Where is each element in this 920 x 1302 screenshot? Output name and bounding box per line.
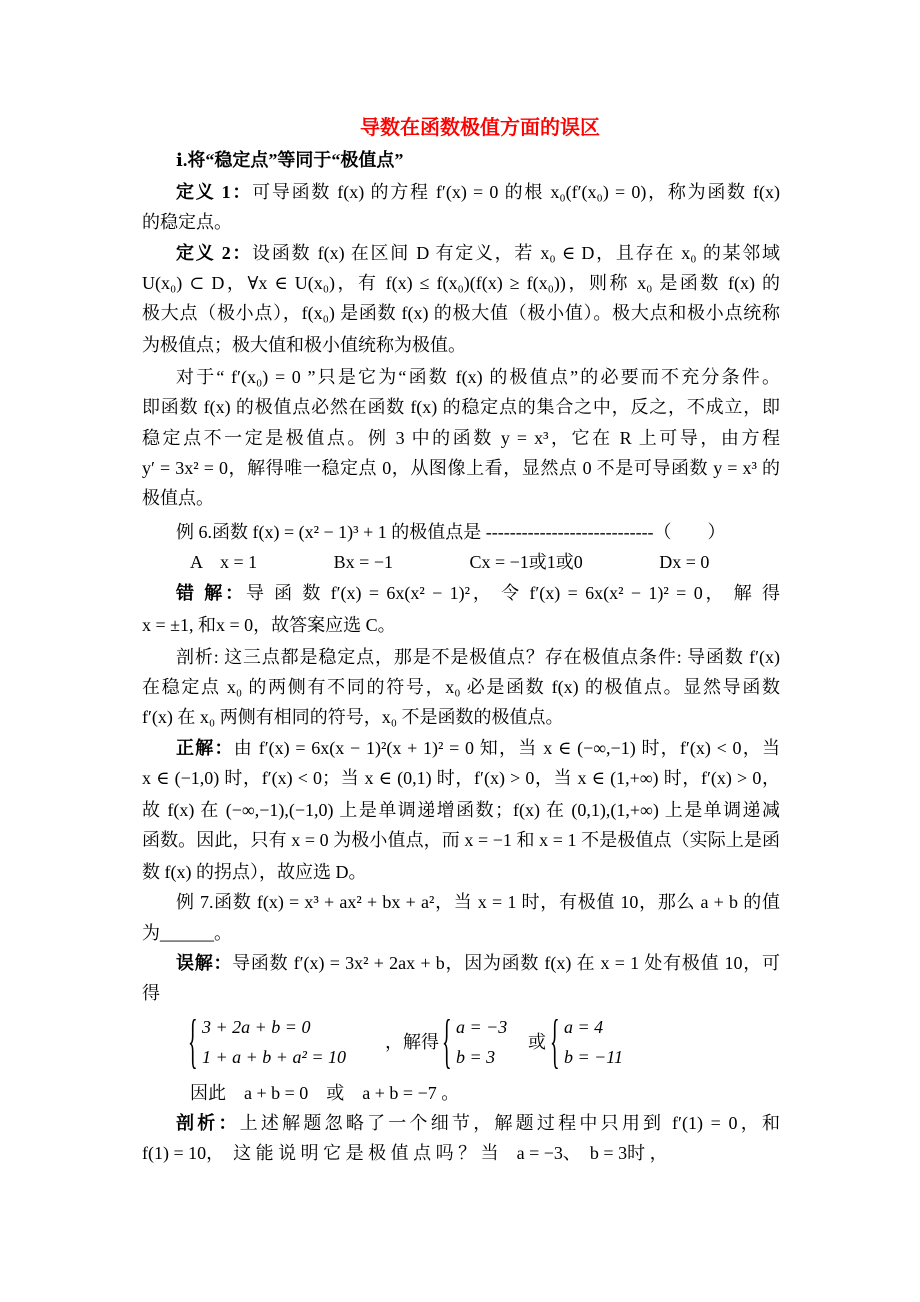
or-text: 或: [528, 1032, 546, 1052]
left-brace: {: [550, 1010, 560, 1076]
label: 误解：: [176, 953, 233, 973]
text: 上述解题忽略了一个细节，解题过程中只用到 f′(1) = 0，和: [239, 1113, 780, 1133]
text: 由 f′(x) = 6x(x − 1)²(x + 1)² = 0 知，当 x ∈ (−∞,−1) 时，f′(x) < 0，当: [233, 738, 780, 758]
text-line: 得: [142, 983, 160, 1003]
text-line: 函数。因此，只有 x = 0 为极小值点，而 x = −1 和 x = 1 不是极值点（实际上是函: [142, 830, 780, 850]
label: 错 解：: [176, 583, 246, 603]
text-line: f(1) = 10， 这 能 说 明 它 是 极 值 点 吗 ？ 当 a = −3、 b = 3时 ，: [142, 1143, 668, 1163]
label: 定义 2：: [176, 243, 253, 263]
text-line: 极值点。: [142, 488, 214, 508]
solution-2-a: a = 4: [564, 1017, 604, 1037]
text: 可导函数 f(x) 的方程 f′(x) = 0 的根 x₀(f′(x₀) = 0)，称为函数 f(x): [252, 182, 780, 202]
text-line: 极大点（极小点），f(x₀) 是函数 f(x) 的极大值（极小值）。极大点和极小点统称: [142, 303, 780, 323]
analysis-2: [176, 1111, 780, 1135]
example-6: 例 6.函数 f(x) = (x² − 1)³ + 1 的极值点是 ----------------------------（ ）: [176, 522, 726, 542]
text-line: 数 f(x) 的拐点），故应选 D。: [142, 862, 367, 882]
example-7: 例 7.函数 f(x) = x³ + ax² + bx + a²，当 x = 1 时，有极值 10，那么 a + b 的值: [176, 892, 780, 912]
text-line: y′ = 3x² = 0，解得唯一稳定点 0，从图像上看，显然点 0 不是可导函数 y = x³ 的: [142, 458, 780, 478]
wrong-solution: [176, 581, 780, 605]
text: 导函数 f′(x) = 3x² + 2ax + b，因为函数 f(x) 在 x = 1 处有极值 10，可: [232, 953, 780, 973]
text: 导 函 数 f′(x) = 6x(x² − 1)²， 令 f′(x) = 6x(x² − 1)² = 0， 解 得: [245, 583, 780, 603]
mistaken-solution: [176, 951, 780, 975]
text-line: x = ±1, 和x = 0，故答案应选 C。: [142, 615, 396, 635]
section-heading: ⅰ.将“稳定点”等同于“极值点”: [176, 150, 404, 170]
text: 设函数 f(x) 在区间 D 有定义，若 x₀ ∈ D，且存在 x₀ 的某邻域: [252, 243, 780, 263]
text-line: 为极值点；极大值和极小值统称为极值。: [142, 335, 466, 355]
label: 剖析：: [176, 1113, 240, 1133]
text-line: 即函数 f(x) 的极值点必然在函数 f(x) 的稳定点的集合之中，反之，不成立，即: [142, 397, 780, 417]
text-line: U(x₀) ⊂ D，∀x ∈ U(x₀)，有 f(x) ≤ f(x₀)(f(x) ≥ f(x₀))，则称 x₀ 是函数 f(x) 的: [142, 273, 780, 293]
conclusion: 因此 a + b = 0 或 a + b = −7 。: [190, 1083, 460, 1103]
text-line: 的稳定点。: [142, 212, 232, 232]
correct-solution: [176, 736, 780, 760]
text-line: 在稳定点 x₀ 的两侧有不同的符号，x₀ 必是函数 f(x) 的极值点。显然导函数: [142, 677, 780, 697]
left-brace: {: [442, 1010, 452, 1076]
text-line: 为______。: [142, 923, 232, 943]
label: 正解：: [176, 738, 234, 758]
text-line: x ∈ (−1,0) 时，f′(x) < 0；当 x ∈ (0,1) 时，f′(x) > 0，当 x ∈ (1,+∞) 时，f′(x) > 0，: [142, 768, 780, 788]
solution-1-a: a = −3: [456, 1017, 508, 1037]
text-line: 故 f(x) 在 (−∞,−1),(−1,0) 上是单调递增函数；f(x) 在 (0,1),(1,+∞) 上是单调递减: [142, 800, 780, 820]
text-line: 稳定点不一定是极值点。例 3 中的函数 y = x³，它在 R 上可导，由方程: [142, 428, 780, 448]
label: 定义 1：: [176, 182, 253, 202]
text-line: 对于“ f′(x₀) = 0 ”只是它为“函数 f(x) 的极值点”的必要而不充分条件。: [176, 367, 780, 387]
document-title: 导数在函数极值方面的误区: [360, 117, 600, 139]
analysis: 剖析: 这三点都是稳定点，那是不是极值点？存在极值点条件: 导函数 f′(x): [176, 647, 780, 667]
left-brace: {: [188, 1010, 198, 1076]
solution-2-b: b = −11: [564, 1047, 623, 1067]
definition-2: [176, 241, 780, 265]
definition-1: [176, 180, 780, 204]
text-line: f′(x) 在 x₀ 两侧有相同的符号，x₀ 不是函数的极值点。: [142, 707, 564, 727]
solution-1-b: b = 3: [456, 1047, 496, 1067]
answer-options: A x = 1 Bx = −1 Cx = −1或1或0 Dx = 0: [190, 552, 710, 572]
solve-text: ，解得: [385, 1032, 439, 1052]
system-eq-1: 3 + 2a + b = 0: [202, 1017, 311, 1037]
system-eq-2: 1 + a + b + a² = 10: [202, 1047, 346, 1067]
